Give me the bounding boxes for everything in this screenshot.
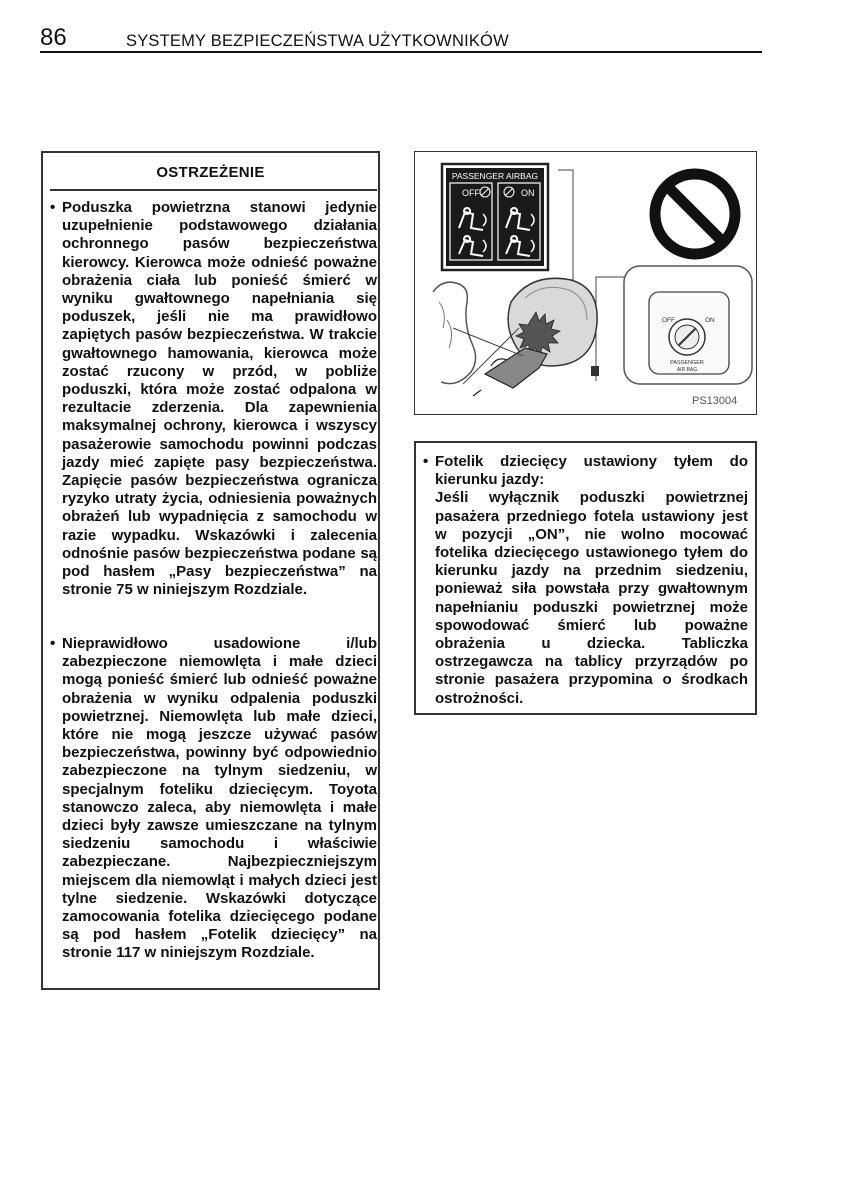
switch-caption-1: PASSENGER	[670, 360, 704, 366]
switch-on-text: ON	[705, 317, 715, 324]
section-title: SYSTEMY BEZPIECZEŃSTWA UŻYTKOWNIKÓW	[126, 32, 509, 50]
warning-bullet-text: Poduszka powietrzna stanowi jedynie uzupełnienie podstawowego działania ochronnego pasów bezpieczeństwa kierowcy. Kierowca może odnieść poważne obrażenia ciała lub ponieść śmierć w wyniku gwałtownego napełniania się poduszek, jeśli nie ma prawidłowo zapiętych pasów bezpieczeństwa. W trakcie gwałtownego hamowania, kierowca może zostać rzucony w przód, w pobliże poduszki, która może zostać odpalona w rezultacie zderzenia. Dla zapewnienia maksymalnej ochrony, kierowca i wszyscy pasażerowie samochodu powinni podczas jazdy mieć zapięte pasy bezpieczeństwa. Zapięcie pasów bezpieczeństwa ogranicza ryzyko utraty życia, odniesienia poważnych obrażeń lub wypadnięcia z samochodu w razie wypadku. Wskazówki i zalecenia odnośnie pasów bezpieczeństwa podane są pod hasłem „Pasy bezpieczeństwa” na stronie 75 w niniejszym Rozdziale.	[62, 199, 377, 599]
bullet-dot: •	[50, 635, 56, 652]
note-title: Fotelik dziecięcy ustawiony tyłem do kierunku jazdy:	[435, 453, 748, 489]
airbag-illustration	[414, 151, 757, 415]
figure-code: PS13004	[692, 395, 738, 407]
page-header	[40, 24, 762, 54]
warning-divider	[50, 189, 377, 191]
switch-caption-2: AIR BAG	[676, 367, 698, 373]
prohibition-icon	[655, 174, 735, 254]
passenger-airbag-label-icon	[442, 164, 548, 270]
warning-title: OSTRZEŻENIE	[156, 164, 265, 181]
page-number: 86	[40, 24, 67, 51]
label-off-text: OFF	[462, 188, 480, 198]
airbag-switch-icon	[624, 266, 752, 384]
label-header-text: PASSENGER AIRBAG	[451, 171, 539, 181]
airbag-illustration-svg	[415, 152, 758, 416]
deployed-airbag-icon	[433, 278, 599, 396]
warning-box	[41, 151, 380, 990]
switch-off-text: OFF	[662, 317, 675, 324]
label-on-text: ON	[521, 188, 535, 198]
note-body: Jeśli wyłącznik poduszki powietrznej pasażera przedniego fotela ustawiony jest w pozycji „ON”, nie wolno mocować fotelika dziecięcego ustawionego tyłem do kierunku jazdy na przednim siedzeniu, ponieważ siła powstała przy gwałtownym napełnianiu poduszki powietrznej może spowodować śmierć lub poważne obrażenia u dziecka. Tabliczka ostrzegawcza na tablicy przyrządów po stronie pasażera przypomina o środkach ostrożności.	[435, 489, 748, 707]
warning-bullet	[50, 635, 377, 980]
note-text	[435, 453, 748, 708]
note-bullet	[423, 453, 748, 711]
bullet-dot: •	[423, 453, 429, 470]
warning-bullet	[50, 199, 377, 619]
bullet-dot: •	[50, 199, 56, 216]
warning-bullet-text: Nieprawidłowo usadowione i/lub zabezpieczone niemowlęta i małe dzieci mogą ponieść śmierć lub odnieść poważne obrażenia w wyniku odpalenia poduszki powietrznej. Niemowlęta lub małe dzieci, które nie mogą jeszcze używać pasów bezpieczeństwa, powinny być odpowiednio zabezpieczone na tylnym siedzeniu, w specjalnym foteliku dziecięcym. Toyota stanowczo zaleca, aby niemowlęta i małe dzieci były zawsze umieszczane na tylnym siedzeniu samochodu i właściwie zabezpieczane. Najbezpieczniejszym miejscem dla niemowląt i małych dzieci jest tylne siedzenie. Wskazówki dotyczące zamocowania fotelika dziecięcego podane są pod hasłem „Fotelik dziecięcy” na stronie 117 w niniejszym Rozdziale.	[62, 635, 377, 962]
header-divider	[40, 51, 762, 53]
note-box	[414, 441, 757, 715]
